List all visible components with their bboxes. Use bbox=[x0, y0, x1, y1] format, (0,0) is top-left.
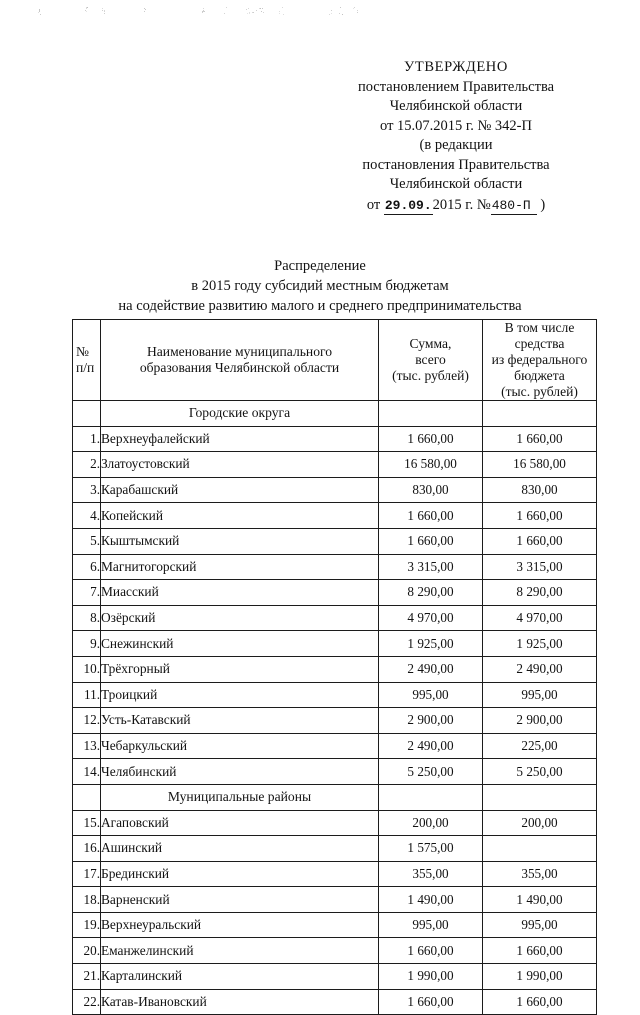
row-number: 2. bbox=[73, 452, 101, 478]
row-number: 22. bbox=[73, 989, 101, 1015]
row-number: 14. bbox=[73, 759, 101, 785]
row-municipality-name: Катав-Ивановский bbox=[101, 989, 379, 1015]
table-row bbox=[73, 938, 597, 964]
approval-heading: УТВЕРЖДЕНО bbox=[404, 59, 508, 75]
table-row bbox=[73, 861, 597, 887]
group-row-number-cell bbox=[73, 784, 101, 810]
row-total-sum: 830,00 bbox=[379, 477, 483, 503]
row-total-sum: 1 660,00 bbox=[379, 528, 483, 554]
row-total-sum: 1 575,00 bbox=[379, 836, 483, 862]
row-total-sum: 1 660,00 bbox=[379, 503, 483, 529]
table-row bbox=[73, 708, 597, 734]
table-header-row bbox=[73, 320, 597, 401]
row-municipality-name: Миасский bbox=[101, 580, 379, 606]
row-federal-sum: 4 970,00 bbox=[483, 605, 597, 631]
row-federal-sum: 1 990,00 bbox=[483, 964, 597, 990]
header-cell-number bbox=[73, 320, 101, 401]
approval-line-6: Челябинской области bbox=[389, 176, 523, 192]
row-number: 7. bbox=[73, 580, 101, 606]
row-municipality-name: Еманжелинский bbox=[101, 938, 379, 964]
row-municipality-name: Варненский bbox=[101, 887, 379, 913]
header-federal-line-5: (тыс. рублей) bbox=[501, 384, 578, 399]
approval-line-2: Челябинской области bbox=[389, 98, 523, 114]
table-row bbox=[73, 989, 597, 1015]
title-line-2: в 2015 году субсидий местным бюджетам bbox=[191, 278, 449, 294]
row-number: 19. bbox=[73, 912, 101, 938]
row-number: 10. bbox=[73, 656, 101, 682]
table-row bbox=[73, 605, 597, 631]
title-line-1: Распределение bbox=[274, 258, 366, 274]
row-number: 17. bbox=[73, 861, 101, 887]
row-municipality-name: Усть-Катавский bbox=[101, 708, 379, 734]
table-row bbox=[73, 631, 597, 657]
row-municipality-name: Верхнеуральский bbox=[101, 912, 379, 938]
approval-line-1: постановлением Правительства bbox=[357, 78, 555, 95]
table-row bbox=[73, 528, 597, 554]
approval-amendment-line bbox=[300, 196, 612, 216]
row-total-sum: 1 925,00 bbox=[379, 631, 483, 657]
row-federal-sum: 355,00 bbox=[483, 861, 597, 887]
row-municipality-name: Трёхгорный bbox=[101, 656, 379, 682]
header-number-line-2: п/п bbox=[76, 360, 95, 375]
row-number: 18. bbox=[73, 887, 101, 913]
row-municipality-name: Челябинский bbox=[101, 759, 379, 785]
header-name-line-2: образования Челябинской области bbox=[139, 360, 340, 375]
row-municipality-name: Магнитогорский bbox=[101, 554, 379, 580]
header-federal-line-3: из федерального bbox=[491, 352, 588, 367]
row-number: 12. bbox=[73, 708, 101, 734]
row-total-sum: 1 660,00 bbox=[379, 989, 483, 1015]
row-municipality-name: Златоустовский bbox=[101, 452, 379, 478]
row-federal-sum: 1 660,00 bbox=[483, 938, 597, 964]
table-row bbox=[73, 836, 597, 862]
distribution-table-wrapper bbox=[72, 319, 596, 1015]
row-federal-sum bbox=[483, 836, 597, 862]
row-federal-sum: 16 580,00 bbox=[483, 452, 597, 478]
row-municipality-name: Карталинский bbox=[101, 964, 379, 990]
row-federal-sum: 3 315,00 bbox=[483, 554, 597, 580]
row-total-sum: 2 490,00 bbox=[379, 656, 483, 682]
row-total-sum: 16 580,00 bbox=[379, 452, 483, 478]
row-number: 20. bbox=[73, 938, 101, 964]
row-number: 13. bbox=[73, 733, 101, 759]
table-row bbox=[73, 912, 597, 938]
row-municipality-name: Брединский bbox=[101, 861, 379, 887]
distribution-table bbox=[72, 319, 597, 1015]
row-municipality-name: Агаповский bbox=[101, 810, 379, 836]
row-total-sum: 1 490,00 bbox=[379, 887, 483, 913]
row-federal-sum: 1 490,00 bbox=[483, 887, 597, 913]
group-row-federal-cell bbox=[483, 401, 597, 427]
header-cell-sum bbox=[379, 320, 483, 401]
row-municipality-name: Озёрский bbox=[101, 605, 379, 631]
amendment-date-stamp: 29.09. bbox=[384, 197, 432, 213]
amendment-prefix: от bbox=[366, 196, 381, 213]
group-row-federal-cell bbox=[483, 784, 597, 810]
row-number: 11. bbox=[73, 682, 101, 708]
title-line-3: на содействие развитию малого и среднего предпринимательства bbox=[118, 298, 522, 314]
header-cell-name bbox=[101, 320, 379, 401]
row-number: 1. bbox=[73, 426, 101, 452]
header-sum-line-2: всего bbox=[415, 352, 446, 367]
group-row-sum-cell bbox=[379, 401, 483, 427]
table-row bbox=[73, 656, 597, 682]
table-row bbox=[73, 887, 597, 913]
row-federal-sum: 830,00 bbox=[483, 477, 597, 503]
amendment-year: 2015 г. № bbox=[432, 196, 491, 213]
row-municipality-name: Копейский bbox=[101, 503, 379, 529]
header-name-line-1: Наименование муниципального bbox=[146, 344, 333, 359]
row-total-sum: 8 290,00 bbox=[379, 580, 483, 606]
row-total-sum: 2 900,00 bbox=[379, 708, 483, 734]
row-total-sum: 1 660,00 bbox=[379, 938, 483, 964]
row-total-sum: 355,00 bbox=[379, 861, 483, 887]
approval-block bbox=[300, 58, 612, 215]
table-row bbox=[73, 426, 597, 452]
page-title bbox=[20, 256, 620, 316]
row-number: 8. bbox=[73, 605, 101, 631]
row-number: 5. bbox=[73, 528, 101, 554]
header-sum-line-1: Сумма, bbox=[409, 336, 452, 351]
row-number: 15. bbox=[73, 810, 101, 836]
row-number: 3. bbox=[73, 477, 101, 503]
header-federal-line-2: средства bbox=[514, 336, 565, 351]
table-row bbox=[73, 682, 597, 708]
row-total-sum: 995,00 bbox=[379, 682, 483, 708]
row-federal-sum: 2 900,00 bbox=[483, 708, 597, 734]
row-federal-sum: 995,00 bbox=[483, 682, 597, 708]
row-municipality-name: Карабашский bbox=[101, 477, 379, 503]
group-row-label: Городские округа bbox=[101, 401, 379, 427]
table-row bbox=[73, 964, 597, 990]
row-federal-sum: 1 660,00 bbox=[483, 989, 597, 1015]
row-municipality-name: Верхнеуфалейский bbox=[101, 426, 379, 452]
row-federal-sum: 1 660,00 bbox=[483, 426, 597, 452]
approval-line-5: постановления Правительства bbox=[362, 156, 550, 173]
scan-noise-artifacts bbox=[0, 0, 640, 26]
row-federal-sum: 200,00 bbox=[483, 810, 597, 836]
header-number-line-1: № bbox=[76, 344, 89, 359]
row-municipality-name: Чебаркульский bbox=[101, 733, 379, 759]
row-total-sum: 995,00 bbox=[379, 912, 483, 938]
table-body bbox=[73, 320, 597, 1015]
row-municipality-name: Снежинский bbox=[101, 631, 379, 657]
row-total-sum: 200,00 bbox=[379, 810, 483, 836]
row-federal-sum: 1 925,00 bbox=[483, 631, 597, 657]
table-row bbox=[73, 580, 597, 606]
row-federal-sum: 1 660,00 bbox=[483, 528, 597, 554]
row-federal-sum: 2 490,00 bbox=[483, 656, 597, 682]
row-federal-sum: 8 290,00 bbox=[483, 580, 597, 606]
row-number: 21. bbox=[73, 964, 101, 990]
row-total-sum: 3 315,00 bbox=[379, 554, 483, 580]
table-row bbox=[73, 503, 597, 529]
row-number: 4. bbox=[73, 503, 101, 529]
row-federal-sum: 225,00 bbox=[483, 733, 597, 759]
table-row bbox=[73, 452, 597, 478]
group-row-sum-cell bbox=[379, 784, 483, 810]
row-municipality-name: Ашинский bbox=[101, 836, 379, 862]
group-row-label: Муниципальные районы bbox=[101, 784, 379, 810]
approval-line-3: от 15.07.2015 г. № 342-П bbox=[380, 117, 532, 134]
row-total-sum: 1 660,00 bbox=[379, 426, 483, 452]
row-municipality-name: Троицкий bbox=[101, 682, 379, 708]
table-row bbox=[73, 759, 597, 785]
table-row bbox=[73, 554, 597, 580]
row-total-sum: 5 250,00 bbox=[379, 759, 483, 785]
approval-line-4: (в редакции bbox=[419, 137, 493, 153]
row-total-sum: 1 990,00 bbox=[379, 964, 483, 990]
row-total-sum: 2 490,00 bbox=[379, 733, 483, 759]
table-row bbox=[73, 810, 597, 836]
row-total-sum: 4 970,00 bbox=[379, 605, 483, 631]
row-federal-sum: 995,00 bbox=[483, 912, 597, 938]
table-group-row bbox=[73, 784, 597, 810]
header-federal-line-1: В том числе bbox=[504, 320, 575, 335]
row-number: 16. bbox=[73, 836, 101, 862]
row-federal-sum: 5 250,00 bbox=[483, 759, 597, 785]
row-municipality-name: Кыштымский bbox=[101, 528, 379, 554]
table-row bbox=[73, 733, 597, 759]
header-sum-line-3: (тыс. рублей) bbox=[392, 368, 469, 383]
group-row-number-cell bbox=[73, 401, 101, 427]
row-number: 6. bbox=[73, 554, 101, 580]
amendment-number-stamp: 480-П bbox=[491, 198, 537, 215]
table-group-row bbox=[73, 401, 597, 427]
row-federal-sum: 1 660,00 bbox=[483, 503, 597, 529]
row-number: 9. bbox=[73, 631, 101, 657]
header-federal-line-4: бюджета bbox=[514, 368, 565, 383]
header-cell-federal bbox=[483, 320, 597, 401]
table-row bbox=[73, 477, 597, 503]
amendment-suffix: ) bbox=[540, 196, 546, 213]
